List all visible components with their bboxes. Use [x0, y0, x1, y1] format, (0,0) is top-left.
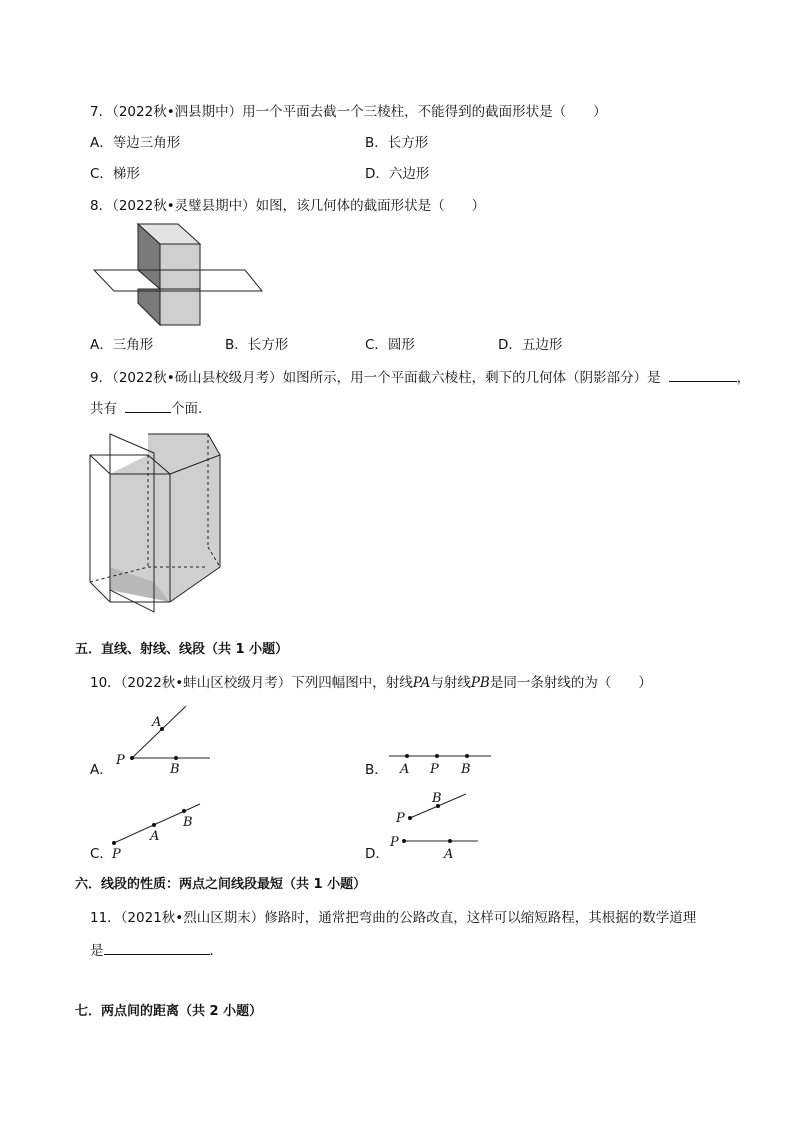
- q10-stem-mid: 与射线: [430, 675, 471, 691]
- q8-option-d: D．五边形: [498, 337, 563, 353]
- q10-stem-pre: 10．（2022秋•蚌山区校级月考）下列四幅图中，射线: [90, 675, 413, 691]
- q10-c-label-a: A: [150, 829, 160, 844]
- q10-a-label-a: A: [152, 715, 162, 730]
- q10-d-label-b: B: [432, 791, 442, 806]
- q7-option-c: C．梯形: [90, 166, 140, 182]
- q11-stem-post: ．: [209, 943, 223, 959]
- q10-figure-c: [108, 798, 208, 862]
- q10-d-label-p1: P: [396, 811, 405, 826]
- q9-answer-blank-1: [669, 368, 737, 382]
- q10-d-label-a: A: [444, 847, 454, 862]
- q10-stem: [90, 674, 652, 692]
- q11-stem: 11．（2021秋•烈山区期末）修路时，通常把弯曲的公路改直，这样可以缩短路程，其根据的数学道理: [90, 910, 697, 926]
- q8-option-b: B．长方形: [225, 337, 289, 353]
- section-7-heading: 七．两点间的距离（共 2 小题）: [75, 1004, 263, 1019]
- q9-stem-line2: [90, 399, 212, 418]
- q7-stem: 7．（2022秋•泗县期中）用一个平面去截一个三棱柱，不能得到的截面形状是（ ）: [90, 104, 607, 120]
- q10-c-label-b: B: [183, 815, 193, 830]
- q10-a-label-p: P: [116, 753, 125, 768]
- q8-option-a: A．三角形: [90, 337, 154, 353]
- q10-option-d: D．: [365, 846, 389, 862]
- q10-b-label-p: P: [430, 762, 439, 777]
- q7-option-b: B．长方形: [365, 135, 429, 151]
- q10-figure-d: [388, 786, 488, 862]
- q11-stem-line2: [90, 941, 223, 960]
- q9-stem-pre: 共有: [90, 401, 117, 417]
- q8-figure: [90, 222, 260, 328]
- q10-option-b: B．: [365, 762, 388, 778]
- q9-stem-line1: 9．（2022秋•砀山县校级月考）如图所示，用一个平面截六棱柱，剩下的几何体（阴影部分）是 ，: [90, 370, 751, 386]
- q9-stem-post: 个面．: [171, 401, 212, 417]
- q8-stem: 8．（2022秋•灵璧县期中）如图，该几何体的截面形状是（ ）: [90, 198, 486, 214]
- q11-stem-pre: 是: [90, 943, 104, 959]
- q10-d-label-p2: P: [390, 835, 399, 850]
- q10-b-label-a: A: [400, 762, 410, 777]
- q10-figure-b: [385, 745, 495, 780]
- q10-option-a: A．: [90, 762, 113, 778]
- q10-stem-post: 是同一条射线的为（ ）: [489, 675, 652, 691]
- q10-figure-a: [110, 700, 220, 780]
- q10-b-label-b: B: [461, 762, 471, 777]
- section-6-heading: 六．线段的性质：两点之间线段最短（共 1 小题）: [75, 877, 367, 892]
- q10-c-label-p: P: [112, 847, 121, 862]
- q8-option-c: C．圆形: [365, 337, 415, 353]
- q9-figure: [88, 430, 258, 612]
- q10-a-label-b: B: [170, 762, 180, 777]
- q11-answer-blank: [104, 941, 210, 955]
- q9-answer-blank-2: [125, 399, 171, 413]
- q7-option-d: D．六边形: [365, 166, 430, 182]
- q10-ray-pa: PA: [412, 675, 431, 691]
- q10-option-c: C．: [90, 846, 113, 862]
- q7-option-a: A．等边三角形: [90, 135, 181, 151]
- q10-ray-pb: PB: [470, 675, 490, 691]
- section-5-heading: 五．直线、射线、线段（共 1 小题）: [75, 642, 289, 657]
- q9-stem-text: 9．（2022秋•砀山县校级月考）如图所示，用一个平面截六棱柱，剩下的几何体（阴影部分）是: [90, 370, 661, 386]
